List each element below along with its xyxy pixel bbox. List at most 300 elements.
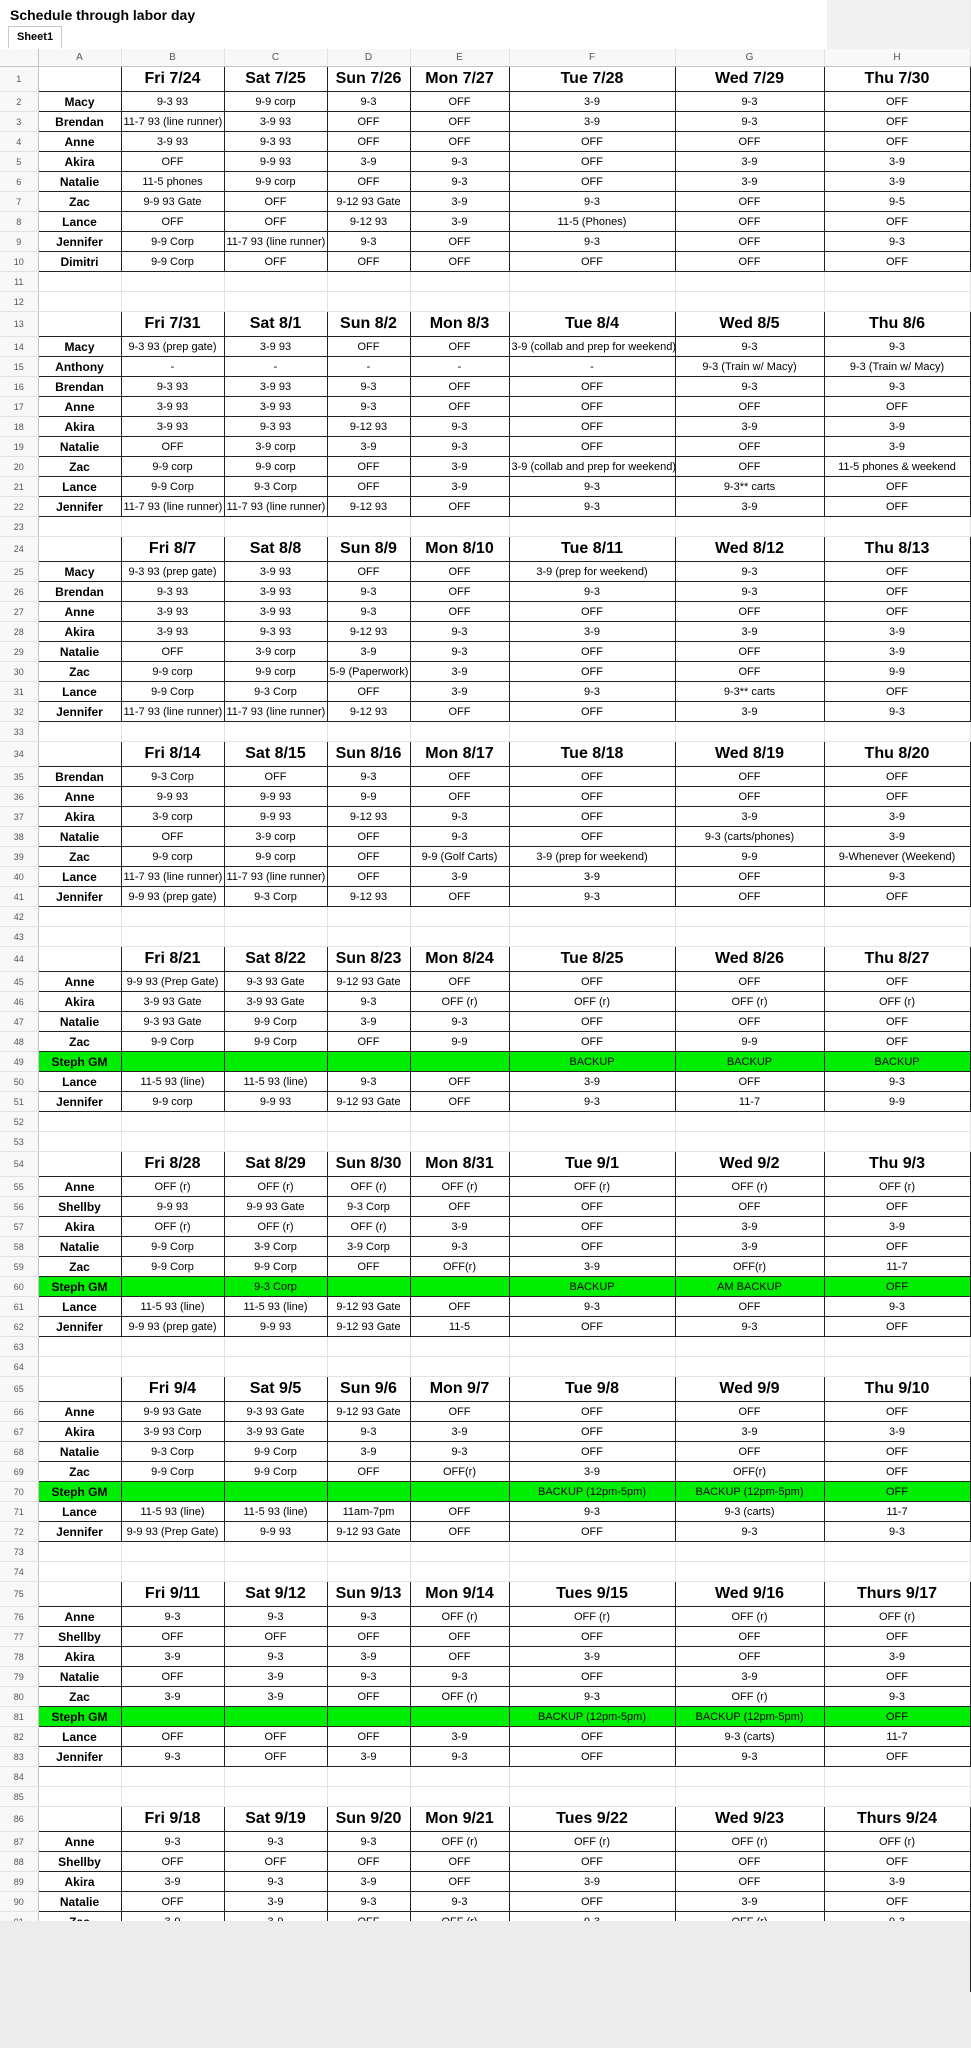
row-number[interactable]: 11 (0, 272, 38, 292)
shift-cell[interactable]: OFF (824, 1012, 970, 1032)
shift-cell[interactable]: OFF (410, 787, 509, 807)
row-number[interactable]: 31 (0, 682, 38, 702)
shift-cell[interactable]: 9-3 (224, 1607, 327, 1627)
shift-cell[interactable]: 9-9 corp (224, 172, 327, 192)
row-number[interactable]: 17 (0, 397, 38, 417)
empty-cell[interactable] (824, 272, 970, 292)
shift-cell[interactable]: 3-9 (224, 1892, 327, 1912)
row-number[interactable]: 2 (0, 92, 38, 112)
shift-cell[interactable]: 3-9 (327, 1442, 410, 1462)
empty-cell[interactable] (38, 1357, 121, 1377)
shift-cell[interactable]: OFF (327, 132, 410, 152)
shift-cell[interactable]: OFF (r) (410, 1832, 509, 1852)
shift-cell[interactable]: 9-3 93 (prep gate) (121, 337, 224, 357)
empty-cell[interactable] (509, 272, 675, 292)
shift-cell[interactable]: 3-9 (410, 1422, 509, 1442)
row-number[interactable]: 36 (0, 787, 38, 807)
empty-cell[interactable] (509, 1337, 675, 1357)
date-header-cell[interactable]: Wed 9/23 (675, 1807, 824, 1832)
employee-name-cell[interactable]: Lance (38, 1072, 121, 1092)
date-header-cell[interactable]: Tues 9/22 (509, 1807, 675, 1832)
row-number[interactable]: 82 (0, 1727, 38, 1747)
shift-cell[interactable]: OFF (410, 602, 509, 622)
shift-cell[interactable]: OFF (410, 972, 509, 992)
shift-cell[interactable]: 3-9 93 (121, 602, 224, 622)
empty-cell[interactable] (824, 927, 970, 947)
shift-cell[interactable]: OFF (675, 1402, 824, 1422)
shift-cell[interactable]: 11-7 (824, 1727, 970, 1747)
shift-cell[interactable]: 9-9 corp (121, 1092, 224, 1112)
shift-cell[interactable]: 9-Whenever (Weekend) (824, 847, 970, 867)
shift-cell[interactable]: 9-3 (675, 562, 824, 582)
shift-cell[interactable]: - (410, 357, 509, 377)
date-header-cell[interactable]: Fri 8/7 (121, 537, 224, 562)
shift-cell[interactable]: 3-9 (824, 1422, 970, 1442)
shift-cell[interactable]: 9-12 93 (327, 887, 410, 907)
shift-cell[interactable]: OFF (824, 1852, 970, 1872)
shift-cell[interactable]: 9-9 Corp (121, 1237, 224, 1257)
employee-name-cell[interactable]: Zac (38, 457, 121, 477)
shift-cell[interactable]: OFF (327, 682, 410, 702)
empty-cell[interactable] (410, 272, 509, 292)
shift-cell[interactable]: OFF (509, 1217, 675, 1237)
shift-cell[interactable]: 11-7 93 (line runner) (224, 702, 327, 722)
shift-cell[interactable]: 9-9 93 (224, 1092, 327, 1112)
shift-cell[interactable]: OFF (675, 1197, 824, 1217)
date-header-cell[interactable]: Wed 8/5 (675, 312, 824, 337)
employee-name-cell[interactable]: Lance (38, 1727, 121, 1747)
shift-cell[interactable]: OFF(r) (410, 1257, 509, 1277)
shift-cell[interactable]: OFF (824, 1627, 970, 1647)
shift-cell[interactable]: OFF (r) (509, 992, 675, 1012)
shift-cell[interactable]: OFF (r) (675, 1687, 824, 1707)
empty-cell[interactable] (675, 1787, 824, 1807)
shift-cell[interactable]: 11-5 93 (line) (121, 1502, 224, 1522)
employee-name-cell[interactable]: Jennifer (38, 1522, 121, 1542)
shift-cell[interactable]: OFF (509, 417, 675, 437)
employee-name-cell[interactable]: Akira (38, 1422, 121, 1442)
row-number[interactable]: 33 (0, 722, 38, 742)
shift-cell[interactable]: 9-3 (327, 232, 410, 252)
shift-cell[interactable]: OFF (675, 662, 824, 682)
empty-cell[interactable] (327, 1337, 410, 1357)
shift-cell[interactable]: OFF (327, 337, 410, 357)
shift-cell[interactable]: OFF (509, 787, 675, 807)
shift-cell[interactable]: OFF (824, 1237, 970, 1257)
shift-cell[interactable]: OFF (824, 1707, 970, 1727)
empty-cell[interactable] (410, 1787, 509, 1807)
row-number[interactable]: 62 (0, 1317, 38, 1337)
shift-cell[interactable]: 3-9 93 (224, 337, 327, 357)
shift-cell[interactable]: 9-3 (410, 807, 509, 827)
shift-cell[interactable]: 3-9 (675, 622, 824, 642)
row-number[interactable]: 76 (0, 1607, 38, 1627)
employee-name-cell[interactable]: Jennifer (38, 232, 121, 252)
shift-cell[interactable]: OFF (410, 1197, 509, 1217)
shift-cell[interactable]: 9-12 93 (327, 497, 410, 517)
date-header-cell[interactable]: Fri 7/24 (121, 67, 224, 92)
shift-cell[interactable]: 3-9 93 (121, 622, 224, 642)
shift-cell[interactable]: 3-9 corp (121, 807, 224, 827)
shift-cell[interactable]: OFF (121, 437, 224, 457)
shift-cell[interactable]: 9-3 (327, 1072, 410, 1092)
date-header-cell[interactable]: Fri 8/14 (121, 742, 224, 767)
empty-cell[interactable] (224, 1337, 327, 1357)
date-header-cell[interactable]: Wed 8/12 (675, 537, 824, 562)
shift-cell[interactable]: 3-9 93 (224, 602, 327, 622)
shift-cell[interactable]: 11-7 93 (line runner) (224, 497, 327, 517)
shift-cell[interactable]: BACKUP (675, 1052, 824, 1072)
shift-cell[interactable]: 9-9 93 (224, 152, 327, 172)
date-header-cell[interactable]: Sun 8/16 (327, 742, 410, 767)
employee-name-cell[interactable]: Macy (38, 562, 121, 582)
shift-cell[interactable]: OFF (675, 867, 824, 887)
date-header-cell[interactable]: Thurs 9/24 (824, 1807, 970, 1832)
empty-cell[interactable] (121, 927, 224, 947)
shift-cell[interactable]: OFF (675, 1627, 824, 1647)
row-number[interactable]: 59 (0, 1257, 38, 1277)
shift-cell[interactable]: 3-9 (327, 437, 410, 457)
date-header-cell[interactable]: Thu 7/30 (824, 67, 970, 92)
date-header-cell[interactable]: Fri 7/31 (121, 312, 224, 337)
shift-cell[interactable]: OFF (824, 887, 970, 907)
row-number[interactable]: 63 (0, 1337, 38, 1357)
shift-cell[interactable]: 5-9 (Paperwork) (327, 662, 410, 682)
shift-cell[interactable]: 9-3 (Train w/ Macy) (824, 357, 970, 377)
shift-cell[interactable]: BACKUP (12pm-5pm) (509, 1707, 675, 1727)
row-number[interactable]: 86 (0, 1807, 38, 1832)
shift-cell[interactable]: 9-9 Corp (121, 1257, 224, 1277)
shift-cell[interactable]: 9-3 93 Gate (121, 1012, 224, 1032)
empty-cell[interactable] (509, 1357, 675, 1377)
shift-cell[interactable]: OFF (675, 1012, 824, 1032)
shift-cell[interactable]: 3-9 (327, 152, 410, 172)
empty-cell[interactable] (121, 1542, 224, 1562)
date-header-cell[interactable]: Mon 8/17 (410, 742, 509, 767)
shift-cell[interactable]: OFF (509, 972, 675, 992)
row-number[interactable]: 43 (0, 927, 38, 947)
shift-cell[interactable]: 9-3 93 Gate (224, 1402, 327, 1422)
row-number[interactable]: 49 (0, 1052, 38, 1072)
shift-cell[interactable]: 3-9 (509, 1872, 675, 1892)
empty-cell[interactable] (824, 1562, 970, 1582)
shift-cell[interactable]: OFF (410, 252, 509, 272)
empty-cell[interactable] (824, 1357, 970, 1377)
column-header[interactable]: H (824, 49, 970, 67)
shift-cell[interactable]: 9-3 (824, 702, 970, 722)
date-header-cell[interactable]: Mon 9/7 (410, 1377, 509, 1402)
row-number[interactable]: 9 (0, 232, 38, 252)
employee-name-cell[interactable]: Zac (38, 1462, 121, 1482)
shift-cell[interactable]: 9-3 (675, 1522, 824, 1542)
employee-name-cell[interactable]: Lance (38, 682, 121, 702)
shift-cell[interactable]: OFF (410, 582, 509, 602)
shift-cell[interactable]: 3-9 (675, 417, 824, 437)
shift-cell[interactable]: OFF (824, 1667, 970, 1687)
shift-cell[interactable]: 3-9 (410, 212, 509, 232)
shift-cell[interactable]: 9-12 93 (327, 807, 410, 827)
shift-cell[interactable]: OFF (824, 1442, 970, 1462)
shift-cell[interactable]: OFF (675, 602, 824, 622)
shift-cell[interactable]: OFF (509, 642, 675, 662)
shift-cell[interactable]: OFF (824, 972, 970, 992)
empty-cell[interactable] (224, 517, 327, 537)
shift-cell[interactable]: 9-3 (224, 1872, 327, 1892)
shift-cell[interactable]: OFF (r) (410, 1177, 509, 1197)
shift-cell[interactable]: 3-9 Corp (224, 1237, 327, 1257)
shift-cell[interactable]: OFF (r) (224, 1177, 327, 1197)
employee-name-cell[interactable]: Natalie (38, 1012, 121, 1032)
shift-cell[interactable]: OFF (509, 437, 675, 457)
employee-name-cell[interactable]: Lance (38, 867, 121, 887)
shift-cell[interactable]: 9-9 Corp (121, 232, 224, 252)
shift-cell[interactable]: OFF (224, 1852, 327, 1872)
shift-cell[interactable]: 9-9 93 (Prep Gate) (121, 972, 224, 992)
employee-name-cell[interactable]: Steph GM (38, 1707, 121, 1727)
shift-cell[interactable]: OFF (824, 1277, 970, 1297)
row-number[interactable]: 22 (0, 497, 38, 517)
shift-cell[interactable]: OFF (675, 1297, 824, 1317)
empty-cell[interactable] (121, 517, 224, 537)
row-number[interactable]: 69 (0, 1462, 38, 1482)
employee-name-cell[interactable]: Natalie (38, 1667, 121, 1687)
shift-cell[interactable]: OFF (824, 682, 970, 702)
shift-cell[interactable]: 9-9 Corp (121, 1032, 224, 1052)
shift-cell[interactable]: OFF (r) (824, 1832, 970, 1852)
shift-cell[interactable]: 11-5 93 (line) (121, 1297, 224, 1317)
shift-cell[interactable]: 9-9 93 (prep gate) (121, 1317, 224, 1337)
shift-cell[interactable]: 3-9 93 (224, 377, 327, 397)
date-header-cell[interactable]: Fri 8/21 (121, 947, 224, 972)
shift-cell[interactable]: 3-9 (824, 172, 970, 192)
shift-cell[interactable]: OFF (410, 92, 509, 112)
row-number[interactable]: 41 (0, 887, 38, 907)
shift-cell[interactable]: 3-9 93 Gate (121, 992, 224, 1012)
row-number[interactable]: 54 (0, 1152, 38, 1177)
shift-cell[interactable]: OFF (509, 1627, 675, 1647)
employee-name-cell[interactable]: Natalie (38, 1237, 121, 1257)
shift-cell[interactable]: 11-7 93 (line runner) (121, 867, 224, 887)
header-blank-cell[interactable] (38, 742, 121, 767)
row-number[interactable]: 50 (0, 1072, 38, 1092)
shift-cell[interactable]: OFF (675, 1442, 824, 1462)
shift-cell[interactable]: OFF (509, 132, 675, 152)
shift-cell[interactable]: OFF (327, 1627, 410, 1647)
shift-cell[interactable]: 9-12 93 (327, 417, 410, 437)
shift-cell[interactable]: 9-9 (327, 787, 410, 807)
shift-cell[interactable]: OFF (824, 1892, 970, 1912)
shift-cell[interactable]: 3-9 (121, 1647, 224, 1667)
empty-cell[interactable] (38, 927, 121, 947)
shift-cell[interactable]: 9-12 93 Gate (327, 1522, 410, 1542)
row-number[interactable]: 52 (0, 1112, 38, 1132)
shift-cell[interactable]: 9-3 (121, 1607, 224, 1627)
shift-cell[interactable]: 9-12 93 Gate (327, 1402, 410, 1422)
shift-cell[interactable]: BACKUP (12pm-5pm) (509, 1482, 675, 1502)
shift-cell[interactable]: OFF (509, 1032, 675, 1052)
employee-name-cell[interactable]: Akira (38, 1647, 121, 1667)
empty-cell[interactable] (121, 1562, 224, 1582)
empty-cell[interactable] (675, 1767, 824, 1787)
shift-cell[interactable]: OFF (224, 192, 327, 212)
employee-name-cell[interactable]: Brendan (38, 767, 121, 787)
empty-cell[interactable] (327, 517, 410, 537)
employee-name-cell[interactable]: Natalie (38, 1892, 121, 1912)
shift-cell[interactable]: 11-7 93 (line runner) (224, 232, 327, 252)
shift-cell[interactable]: 3-9 (509, 1647, 675, 1667)
shift-cell[interactable]: OFF (509, 1522, 675, 1542)
date-header-cell[interactable]: Sat 9/5 (224, 1377, 327, 1402)
shift-cell[interactable] (121, 1052, 224, 1072)
shift-cell[interactable]: OFF (r) (410, 992, 509, 1012)
shift-cell[interactable]: 3-9 (824, 1217, 970, 1237)
shift-cell[interactable]: 3-9 (509, 622, 675, 642)
row-number[interactable]: 73 (0, 1542, 38, 1562)
shift-cell[interactable]: 3-9 (824, 807, 970, 827)
empty-cell[interactable] (824, 722, 970, 742)
empty-cell[interactable] (509, 722, 675, 742)
shift-cell[interactable]: 9-3 (327, 582, 410, 602)
shift-cell[interactable]: 3-9 93 Gate (224, 1422, 327, 1442)
empty-cell[interactable] (509, 1132, 675, 1152)
row-number[interactable]: 16 (0, 377, 38, 397)
row-number[interactable]: 60 (0, 1277, 38, 1297)
header-blank-cell[interactable] (38, 1377, 121, 1402)
shift-cell[interactable]: 9-3 (327, 602, 410, 622)
employee-name-cell[interactable]: Natalie (38, 642, 121, 662)
shift-cell[interactable]: 9-3 (224, 1647, 327, 1667)
date-header-cell[interactable]: Sun 9/6 (327, 1377, 410, 1402)
shift-cell[interactable]: OFF (r) (121, 1177, 224, 1197)
shift-cell[interactable]: 9-3 (Train w/ Macy) (675, 357, 824, 377)
row-number[interactable]: 75 (0, 1582, 38, 1607)
shift-cell[interactable]: 3-9 (121, 1872, 224, 1892)
shift-cell[interactable]: 11-5 93 (line) (121, 1072, 224, 1092)
shift-cell[interactable]: 3-9 (675, 497, 824, 517)
date-header-cell[interactable]: Wed 8/19 (675, 742, 824, 767)
shift-cell[interactable]: 9-3 (509, 1092, 675, 1112)
shift-cell[interactable]: 9-12 93 (327, 622, 410, 642)
employee-name-cell[interactable]: Anne (38, 1607, 121, 1627)
shift-cell[interactable]: OFF (509, 1317, 675, 1337)
shift-cell[interactable]: 9-3 (327, 1607, 410, 1627)
row-number[interactable]: 74 (0, 1562, 38, 1582)
shift-cell[interactable]: OFF (r) (121, 1217, 224, 1237)
empty-cell[interactable] (824, 1337, 970, 1357)
shift-cell[interactable] (327, 1052, 410, 1072)
shift-cell[interactable]: 11-7 93 (line runner) (121, 702, 224, 722)
empty-cell[interactable] (38, 1337, 121, 1357)
date-header-cell[interactable]: Mon 9/21 (410, 1807, 509, 1832)
shift-cell[interactable]: OFF (509, 172, 675, 192)
row-number[interactable]: 23 (0, 517, 38, 537)
shift-cell[interactable]: - (224, 357, 327, 377)
shift-cell[interactable]: OFF (121, 1852, 224, 1872)
shift-cell[interactable]: 3-9 (327, 1872, 410, 1892)
shift-cell[interactable]: 9-3 (675, 582, 824, 602)
shift-cell[interactable] (327, 1277, 410, 1297)
employee-name-cell[interactable]: Dimitri (38, 252, 121, 272)
column-header[interactable]: C (224, 49, 327, 67)
shift-cell[interactable]: 3-9 93 (121, 397, 224, 417)
shift-cell[interactable]: 9-3 (675, 377, 824, 397)
row-number[interactable]: 57 (0, 1217, 38, 1237)
empty-cell[interactable] (327, 1767, 410, 1787)
employee-name-cell[interactable]: Steph GM (38, 1052, 121, 1072)
row-number[interactable]: 29 (0, 642, 38, 662)
date-header-cell[interactable]: Sun 9/13 (327, 1582, 410, 1607)
shift-cell[interactable]: 9-3 (675, 337, 824, 357)
shift-cell[interactable]: 9-3 93 (121, 582, 224, 602)
shift-cell[interactable]: 9-3 93 (prep gate) (121, 562, 224, 582)
shift-cell[interactable]: OFF (224, 1627, 327, 1647)
shift-cell[interactable]: 9-3 (327, 377, 410, 397)
shift-cell[interactable]: OFF (824, 1482, 970, 1502)
shift-cell[interactable]: 9-9 93 (prep gate) (121, 887, 224, 907)
date-header-cell[interactable]: Thu 8/27 (824, 947, 970, 972)
shift-cell[interactable]: 9-3 (509, 1687, 675, 1707)
row-number[interactable]: 19 (0, 437, 38, 457)
shift-cell[interactable]: OFF (410, 397, 509, 417)
shift-cell[interactable]: 9-9 Corp (121, 1462, 224, 1482)
empty-cell[interactable] (327, 1562, 410, 1582)
employee-name-cell[interactable]: Anne (38, 1177, 121, 1197)
shift-cell[interactable]: OFF (675, 1872, 824, 1892)
shift-cell[interactable]: 9-3 (410, 152, 509, 172)
shift-cell[interactable]: - (121, 357, 224, 377)
shift-cell[interactable]: - (509, 357, 675, 377)
shift-cell[interactable]: 3-9 (824, 417, 970, 437)
shift-cell[interactable]: OFF (121, 1667, 224, 1687)
shift-cell[interactable]: OFF (r) (327, 1217, 410, 1237)
date-header-cell[interactable]: Fri 8/28 (121, 1152, 224, 1177)
date-header-cell[interactable]: Mon 7/27 (410, 67, 509, 92)
shift-cell[interactable]: OFF (410, 1522, 509, 1542)
shift-cell[interactable]: 9-9 Corp (224, 1012, 327, 1032)
shift-cell[interactable]: OFF (121, 1627, 224, 1647)
shift-cell[interactable]: 9-9 93 (224, 807, 327, 827)
shift-cell[interactable]: 9-3 (carts) (675, 1727, 824, 1747)
shift-cell[interactable]: 3-9 (675, 172, 824, 192)
empty-cell[interactable] (224, 722, 327, 742)
shift-cell[interactable]: OFF (r) (509, 1832, 675, 1852)
header-blank-cell[interactable] (38, 1582, 121, 1607)
shift-cell[interactable]: 9-9 corp (224, 92, 327, 112)
employee-name-cell[interactable]: Akira (38, 622, 121, 642)
date-header-cell[interactable]: Sun 9/20 (327, 1807, 410, 1832)
shift-cell[interactable]: OFF (410, 377, 509, 397)
shift-cell[interactable]: 9-3 (327, 992, 410, 1012)
date-header-cell[interactable]: Mon 8/31 (410, 1152, 509, 1177)
empty-cell[interactable] (121, 1767, 224, 1787)
row-number[interactable]: 6 (0, 172, 38, 192)
shift-cell[interactable]: OFF(r) (675, 1257, 824, 1277)
empty-cell[interactable] (410, 1767, 509, 1787)
shift-cell[interactable]: 3-9 (675, 1667, 824, 1687)
shift-cell[interactable]: 11-5 (410, 1317, 509, 1337)
empty-cell[interactable] (410, 1112, 509, 1132)
shift-cell[interactable]: OFF (675, 397, 824, 417)
employee-name-cell[interactable]: Akira (38, 807, 121, 827)
shift-cell[interactable]: 11-7 (824, 1257, 970, 1277)
date-header-cell[interactable]: Fri 9/18 (121, 1807, 224, 1832)
empty-cell[interactable] (410, 1337, 509, 1357)
row-number[interactable]: 13 (0, 312, 38, 337)
shift-cell[interactable]: OFF (327, 562, 410, 582)
empty-cell[interactable] (410, 927, 509, 947)
empty-cell[interactable] (121, 722, 224, 742)
empty-cell[interactable] (121, 907, 224, 927)
